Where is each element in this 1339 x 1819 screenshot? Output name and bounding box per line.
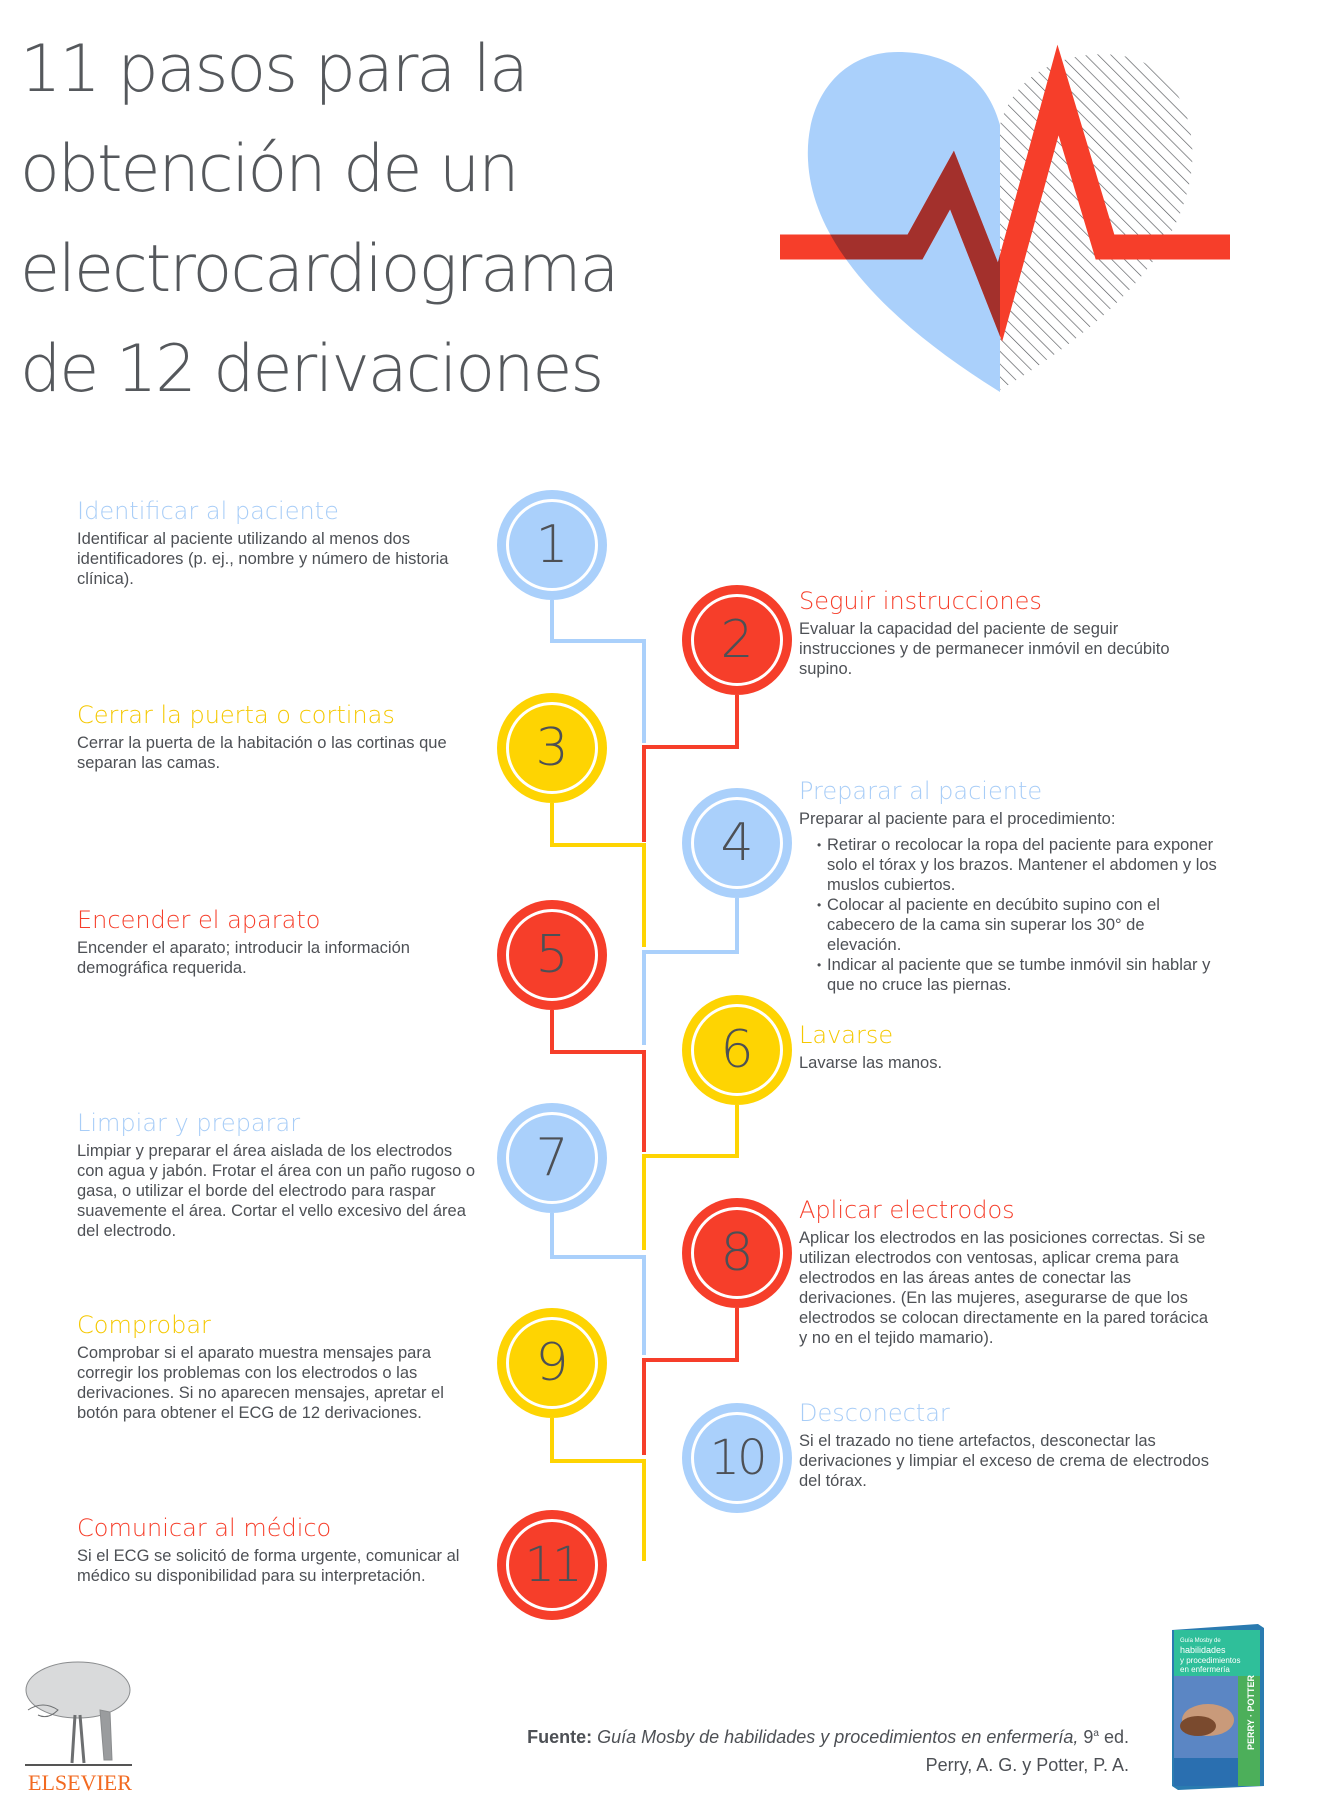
step-body: Lavarse las manos. (799, 1054, 943, 1072)
source-citation (527, 1720, 1129, 1779)
book-title-line: en enfermería (1180, 1665, 1230, 1674)
source-edition-num: 9 (1083, 1727, 1094, 1747)
step-4 (799, 776, 1219, 995)
step-title: Comunicar al médico (77, 1514, 332, 1542)
step-7 (77, 1108, 477, 1241)
step-body: Encender el aparato; introducir la información demográfica requerida. (77, 939, 410, 977)
source-edition-sup: a (1093, 1728, 1099, 1739)
book-spine-authors: PERRY · POTTER (1246, 1674, 1256, 1750)
step-body: Preparar al paciente para el procedimiento: (799, 810, 1116, 828)
step-number-6: 6 (682, 995, 792, 1105)
step-number-9: 9 (497, 1308, 607, 1418)
book-small-title: Guía Mosby de (1180, 1638, 1221, 1644)
step-number-2: 2 (682, 585, 792, 695)
step-number-1: 1 (497, 490, 607, 600)
elsevier-wordmark: ELSEVIER (28, 1770, 132, 1795)
step-11 (77, 1513, 477, 1586)
step-number-11: 11 (497, 1510, 607, 1620)
step-number-5: 5 (497, 900, 607, 1010)
step-title: Cerrar la puerta o cortinas (77, 701, 395, 729)
step-6 (799, 1020, 1219, 1073)
step-10 (799, 1398, 1219, 1491)
step-title: Identificar al paciente (77, 497, 339, 525)
title-line: 11 pasos para la (20, 32, 527, 107)
bullet-item: • Colocar al paciente en decúbito supino con el cabecero de la cama sin superar los 30° de elevación. (817, 895, 1219, 955)
step-title: Seguir instrucciones (799, 587, 1042, 615)
step-1 (77, 496, 477, 589)
step-body: Si el trazado no tiene artefactos, desconectar las derivaciones y limpiar el exceso de crema de electrodos del tórax. (799, 1432, 1209, 1490)
step-title: Desconectar (799, 1399, 950, 1427)
step-title: Aplicar electrodos (799, 1196, 1015, 1224)
step-title: Encender el aparato (77, 906, 321, 934)
step-title: Lavarse (799, 1021, 894, 1049)
title-line: obtención de un (20, 132, 518, 207)
step-8 (799, 1195, 1219, 1348)
step-title: Limpiar y preparar (77, 1109, 301, 1137)
book-title-line: y procedimientos (1180, 1656, 1241, 1665)
step-2 (799, 586, 1219, 679)
step-body: Aplicar los electrodos en las posiciones correctas. Si se utilizan electrodos con ventosas, aplicar crema para electrodos en las áreas antes de conectar las derivaciones. (En las mujeres, asegurarse de que los electrodos se colocan directamente en la pared torácica y no en el tejido mamario). (799, 1229, 1209, 1347)
bullet-item: • Retirar o recolocar la ropa del paciente para exponer solo el tórax y los brazos. Mantener el abdomen y los muslos cubiertos. (817, 835, 1219, 895)
source-edition-suffix: ed. (1098, 1727, 1129, 1747)
bullet-item: • Indicar al paciente que se tumbe inmóvil sin hablar y que no cruce las piernas. (817, 955, 1219, 995)
step-body: Cerrar la puerta de la habitación o las cortinas que separan las camas. (77, 734, 447, 772)
step-number-7: 7 (497, 1103, 607, 1213)
book-cover-image (1168, 1620, 1268, 1790)
step-number-8: 8 (682, 1198, 792, 1308)
page-title (20, 20, 700, 420)
step-5 (77, 905, 477, 978)
title-line: electrocardiograma (20, 232, 618, 307)
step-number-4: 4 (682, 788, 792, 898)
step-body: Evaluar la capacidad del paciente de seguir instrucciones y de permanecer inmóvil en decúbito supino. (799, 620, 1170, 678)
step-number-10: 10 (682, 1403, 792, 1513)
title-line: de 12 derivaciones (20, 332, 603, 407)
step-body: Identificar al paciente utilizando al menos dos identificadores (p. ej., nombre y número de historia clínica). (77, 530, 449, 588)
step-bullets (799, 835, 1219, 995)
step-body: Limpiar y preparar el área aislada de los electrodos con agua y jabón. Frotar el área con un paño rugoso o gasa, o utilizar el borde del electrodo para raspar suavemente el área. Cortar el vello excesivo del área del electrodo. (77, 1142, 476, 1240)
source-authors: Perry, A. G. y Potter, P. A. (925, 1755, 1129, 1775)
step-number-3: 3 (497, 693, 607, 803)
source-title: Guía Mosby de habilidades y procedimientos en enfermería, (597, 1727, 1079, 1747)
step-body: Si el ECG se solicitó de forma urgente, comunicar al médico su disponibilidad para su interpretación. (77, 1547, 460, 1585)
step-9 (77, 1310, 477, 1423)
step-title: Comprobar (77, 1311, 211, 1339)
book-title-line: habilidades (1180, 1645, 1226, 1655)
step-3 (77, 700, 477, 773)
heart-ecg-icon (780, 30, 1230, 400)
step-title: Preparar al paciente (799, 777, 1043, 805)
source-label: Fuente: (527, 1727, 593, 1747)
step-body: Comprobar si el aparato muestra mensajes para corregir los problemas con los electrodos o las derivaciones. Si no aparecen mensajes, apretar el botón para obtener el ECG de 12 derivaciones. (77, 1344, 444, 1422)
